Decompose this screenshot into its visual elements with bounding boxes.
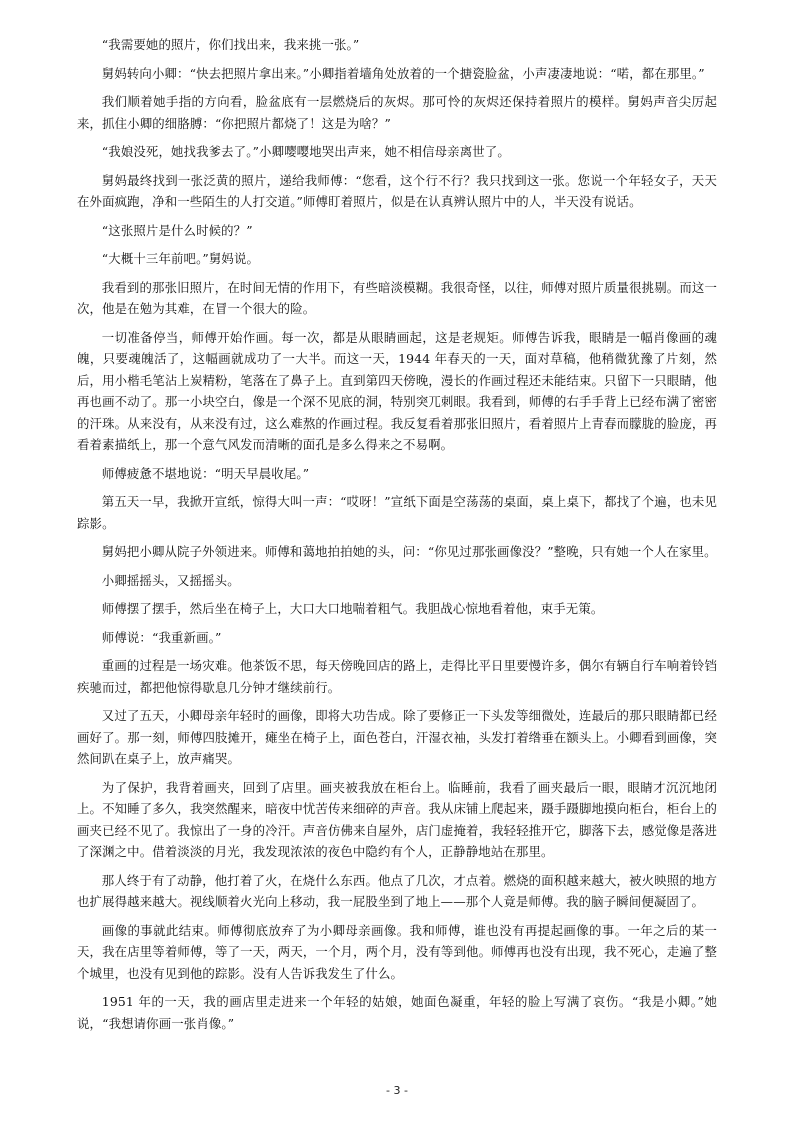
paragraph: 师傅疲惫不堪地说：“明天早晨收尾。”: [101, 465, 310, 481]
paragraph: 我们顺着她手指的方向看，脸盆底有一层燃烧后的灰烬。那可怜的灰烬还保持着照片的模样。舅妈声音尖厉起来，抓住小卿的细胳膊：“你把照片都烧了！这是为啥？”: [77, 94, 717, 131]
paragraph: 舅妈把小卿从院子外领进来。师傅和蔼地拍拍她的头，问：“你见过那张画像没？”整晚，只有她一个人在家里。: [101, 544, 717, 559]
paragraph: 我看到的那张旧照片，在时间无情的作用下，有些暗淡模糊。我很奇怪，以往，师傅对照片质量很挑剔。而这一次，他是在勉为其难，在冒一个很大的险。: [77, 279, 717, 316]
paragraph: 小卿摇摇头，又摇摇头。: [101, 572, 240, 588]
paragraph: “我需要她的照片，你们找出来，我来挑一张。”: [101, 37, 360, 52]
paragraph: 师傅说：“我重新画。”: [101, 629, 222, 645]
paragraph: 师傅摆了摆手，然后坐在椅子上，大口大口地喘着粗气。我胆战心惊地看着他，束手无策。: [101, 601, 604, 616]
paragraph: 一切准备停当，师傅开始作画。每一次，都是从眼睛画起，这是老规矩。师傅告诉我，眼睛是一幅肖像画的魂魄，只要魂魄活了，这幅画就成功了一大半。而这一天，1944 年春天的一天，面对草稿，他稍微犹豫了片刻，然后，用小楷毛笔沾上炭精粉，笔落在了鼻子上。直到第四天傍晚，漫长的作画过程还未能结束。只留下一只眼睛，他再也画不动了。那一小块空白，像是一个深不见底的洞，特别突兀刺眼。我看到，师傅的右手手背上已经布满了密密的汗珠。从来没有，从来没有过，这么难熬的作画过程。我反复看着那张旧照片，看着照片上青春而朦胧的脸庞，再看着素描纸上，那一个意气风发而清晰的面孔是多么得来之不易啊。: [77, 329, 717, 452]
paragraph: 画像的事就此结束。师傅彻底放弃了为小卿母亲画像。我和师傅，谁也没有再提起画像的事。一年之后的某一天，我在店里等着师傅，等了一天，两天，一个月，两个月，没有等到他。师傅再也没有出现，我不死心，走遍了整个城里，也没有见到他的踪影。没有人告诉我发生了什么。: [77, 922, 717, 981]
paragraph: “大概十三年前吧。”舅妈说。: [101, 251, 260, 266]
paragraph: 重画的过程是一场灾难。他茶饭不思，每天傍晚回店的路上，走得比平日里要慢许多，偶尔有辆自行车响着铃铛疾驰而过，都把他惊得歇息几分钟才继续前行。: [77, 658, 717, 695]
paragraph: 第五天一早，我掀开宣纸，惊得大叫一声：“哎呀！”宣纸下面是空荡荡的桌面，桌上桌下，都找了个遍，也未见踪影。: [77, 494, 717, 531]
paragraph: 那人终于有了动静，他打着了火，在烧什么东西。他点了几次，才点着。燃烧的面积越来越大，被火映照的地方也扩展得越来越大。视线顺着火光向上移动，我一屁股坐到了地上——那个人竟是师傅。我的脑子瞬间便凝固了。: [77, 872, 717, 909]
paragraph: 1951 年的一天，我的画店里走进来一个年轻的姑娘，她面色凝重，年轻的脸上写满了哀伤。“我是小卿。”她说，“我想请你画一张肖像。”: [77, 994, 717, 1031]
paragraph: “我娘没死，她找我爹去了。”小卿嘤嘤地哭出声来，她不相信母亲离世了。: [101, 144, 510, 159]
paragraph: “这张照片是什么时候的？”: [101, 222, 253, 238]
page-number: - 3 -: [386, 1084, 408, 1097]
paragraph: 为了保护，我背着画夹，回到了店里。画夹被我放在柜台上。临睡前，我看了画夹最后一眼，眼睛才沉沉地闭上。不知睡了多久，我突然醒来，暗夜中忧苦传来细碎的声音。我从床铺上爬起来，蹑手蹑脚地摸向柜台，柜台上的画夹已经不见了。我惊出了一身的冷汗。声音仿佛来自屋外，店门虚掩着，我轻轻推开它，脚落下去，感觉像是落进了深渊之中。借着淡淡的月光，我发现浓浓的夜色中隐约有个人，正静静地站在那里。: [77, 779, 717, 859]
paragraph: 又过了五天，小卿母亲年轻时的画像，即将大功告成。除了要修正一下头发等细微处，连最后的那只眼睛都已经画好了。那一刻，师傅四肢摊开，瘫坐在椅子上，面色苍白，汗湿衣袖，头发打着绺垂在额头上。小卿看到画像，突然间趴在桌子上，放声痛哭。: [77, 708, 717, 766]
paragraph: 舅妈最终找到一张泛黄的照片，递给我师傅：“您看，这个行不行？我只找到这一张。您说一个年轻女子，天天在外面疯跑，净和一些陌生的人打交道。”师傅盯着照片，似是在认真辨认照片中的人，半天没有说话。: [77, 172, 717, 209]
paragraph: 舅妈转向小卿：“快去把照片拿出来。”小卿指着墙角处放着的一个搪瓷脸盆，小声凄凄地说：“喏，都在那里。”: [101, 65, 705, 81]
document-body: [77, 34, 717, 1041]
